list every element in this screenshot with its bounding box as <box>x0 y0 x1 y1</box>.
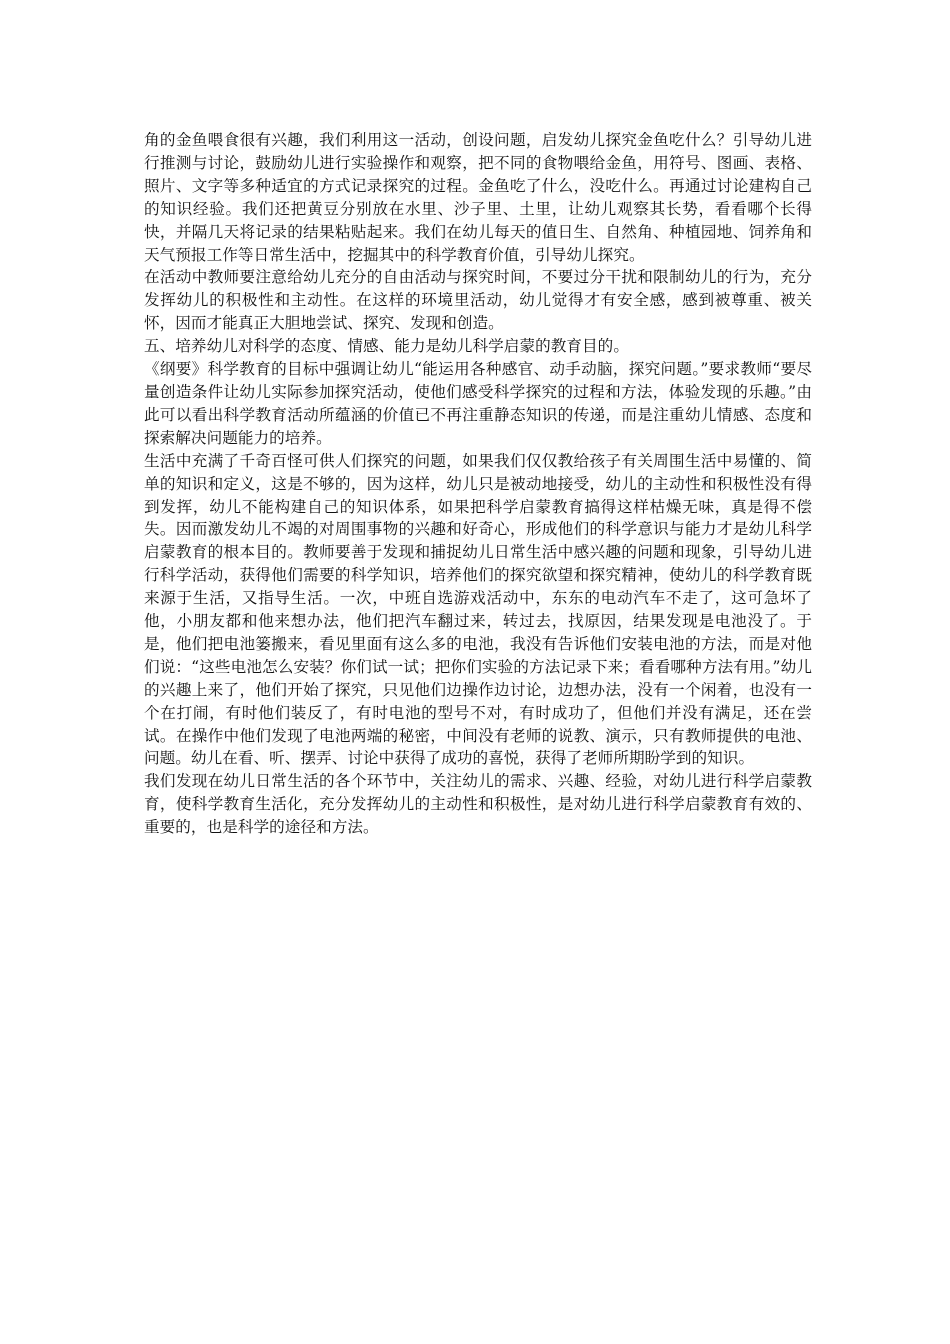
paragraph-teacher-guidance: 在活动中教师要注意给幼儿充分的自由活动与探究时间，不要过分干扰和限制幼儿的行为，充分发挥幼儿的积极性和主动性。在这样的环境里活动，幼儿觉得才有安全感，感到被尊重、被关怀，因而才能真正大胆地尝试、探究、发现和创造。 <box>144 268 812 333</box>
document-body <box>144 129 812 839</box>
paragraph-battery-story: 生活中充满了千奇百怪可供人们探究的问题，如果我们仅仅教给孩子有关周围生活中易懂的、简单的知识和定义，这是不够的，因为这样，幼儿只是被动地接受，幼儿的主动性和积极性没有得到发挥，幼儿不能构建自己的知识体系，如果把科学启蒙教育搞得这样枯燥无味，真是得不偿失。因而激发幼儿不竭的对周围事物的兴趣和好奇心，形成他们的科学意识与能力才是幼儿科学启蒙教育的根本目的。教师要善于发现和捕捉幼儿日常生活中感兴趣的问题和现象，引导幼儿进行科学活动，获得他们需要的科学知识，培养他们的探究欲望和探究精神，使幼儿的科学教育既来源于生活，又指导生活。一次，中班自选游戏活动中，东东的电动汽车不走了，这可急坏了他，小朋友都和他来想办法，他们把汽车翻过来，转过去，找原因，结果发现是电池没了。于是，他们把电池篓搬来，看见里面有这么多的电池，我没有告诉他们安装电池的方法，而是对他们说：“这些电池怎么安装？你们试一试；把你们实验的方法记录下来；看看哪种方法有用。”幼儿的兴趣上来了，他们开始了探究，只见他们边操作边讨论，边想办法，没有一个闲着，也没有一个在打闹，有时他们装反了，有时电池的型号不对，有时成功了，但他们并没有满足，还在尝试。在操作中他们发现了电池两端的秘密，中间没有老师的说教、演示，只有教师提供的电池、问题。幼儿在看、听、摆弄、讨论中获得了成功的喜悦，获得了老师所期盼学到的知识。 <box>144 451 812 768</box>
paragraph-conclusion: 我们发现在幼儿日常生活的各个环节中，关注幼儿的需求、兴趣、经验，对幼儿进行科学启蒙教育，使科学教育生活化，充分发挥幼儿的主动性和积极性，是对幼儿进行科学启蒙教育有效的、重要的，也是科学的途径和方法。 <box>144 772 812 837</box>
section-heading-five: 五、培养幼儿对科学的态度、情感、能力是幼儿科学启蒙的教育目的。 <box>144 337 629 356</box>
paragraph-goldfish-activity: 角的金鱼喂食很有兴趣，我们利用这一活动，创设问题，启发幼儿探究金鱼吃什么？引导幼儿进行推测与讨论，鼓励幼儿进行实验操作和观察，把不同的食物喂给金鱼，用符号、图画、表格、照片、文字等多种适宜的方式记录探究的过程。金鱼吃了什么，没吃什么。再通过讨论建构自己的知识经验。我们还把黄豆分别放在水里、沙子里、土里，让幼儿观察其长势，看看哪个长得快，并隔几天将记录的结果粘贴起来。我们在幼儿每天的值日生、自然角、种植园地、饲养角和天气预报工作等日常生活中，挖掘其中的科学教育价值，引导幼儿探究。 <box>144 131 812 264</box>
paragraph-guidelines-goals: 《纲要》科学教育的目标中强调让幼儿“能运用各种感官、动手动脑，探究问题。”要求教师“要尽量创造条件让幼儿实际参加探究活动，使他们感受科学探究的过程和方法，体验发现的乐趣。”由此可以看出科学教育活动所蕴涵的价值已不再注重静态知识的传递，而是注重幼儿情感、态度和探索解决问题能力的培养。 <box>144 360 812 447</box>
